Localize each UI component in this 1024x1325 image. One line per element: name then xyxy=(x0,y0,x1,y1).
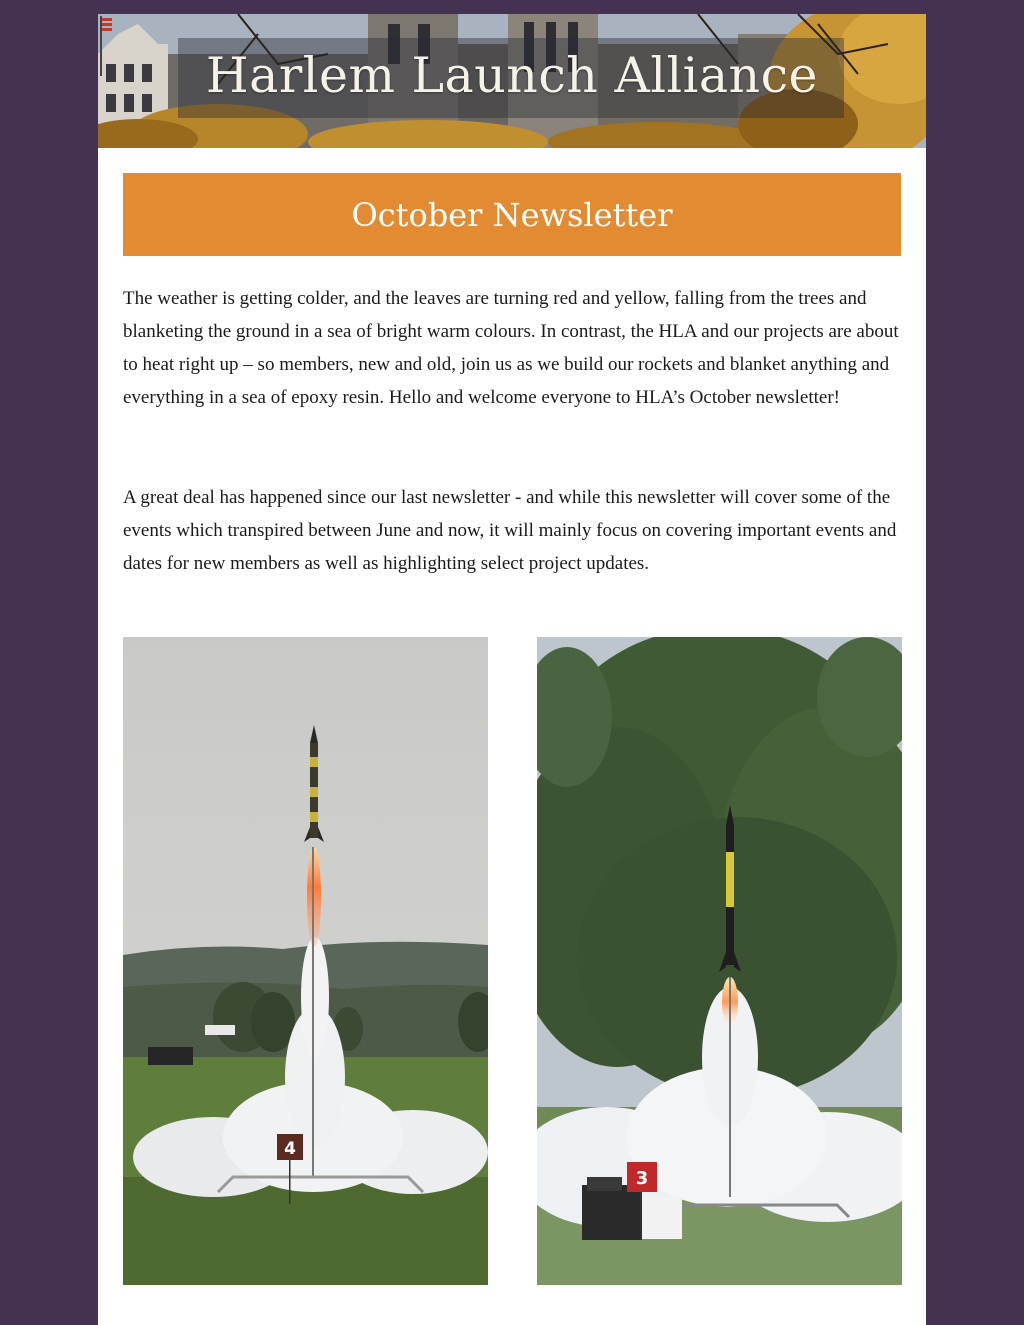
rocket-launch-photo-left xyxy=(123,637,488,1285)
header-banner xyxy=(98,14,926,148)
intro-paragraph: The weather is getting colder, and the leaves are turning red and yellow, falling from the trees and blanketing the ground in a sea of bright warm colours. In contrast, the HLA and our projects are about to heat right up – so members, new and old, join us as we build our rockets and blanket anything and everything in a sea of epoxy resin. Hello and welcome everyone to HLA’s October newsletter! xyxy=(123,288,899,408)
rocket-launch-photo xyxy=(123,637,488,1285)
newsletter-heading: October Newsletter xyxy=(351,195,673,234)
summary-paragraph: A great deal has happened since our last newsletter - and while this newsletter will cover some of the events which transpired between June and now, it will mainly focus on covering important events and dates for new members as well as highlighting select project updates. xyxy=(123,487,897,574)
pad-number-left: 4 xyxy=(284,1139,296,1159)
newsletter-heading-bar xyxy=(123,173,901,256)
pad-number-right: 3 xyxy=(635,1168,649,1189)
site-title: Harlem Launch Alliance xyxy=(205,47,819,104)
rocket-launch-photo xyxy=(537,637,902,1285)
newsletter-page xyxy=(98,14,926,1325)
rocket-launch-photo-right xyxy=(537,637,902,1285)
